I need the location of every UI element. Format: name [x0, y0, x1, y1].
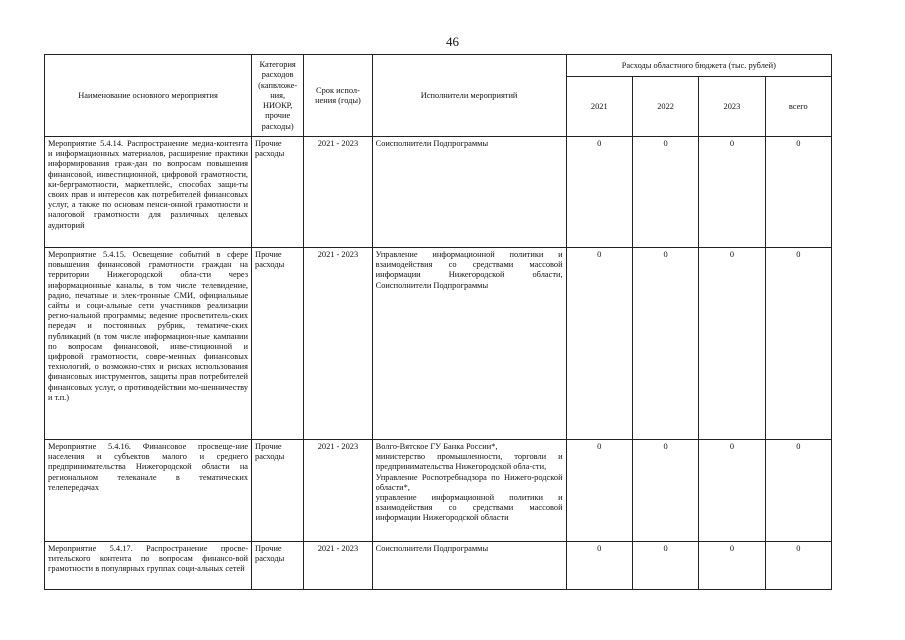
value-total: 0 [765, 542, 831, 590]
header-executors: Исполнители мероприятий [372, 55, 566, 137]
header-total: всего [765, 77, 831, 137]
header-name: Наименование основного мероприятия [45, 55, 252, 137]
page-number: 46 [446, 34, 459, 49]
activity-executors [372, 440, 566, 542]
header-category: Категория расходов (капвложе-ния, НИОКР, прочие расходы) [252, 55, 304, 137]
value-total: 0 [765, 248, 831, 440]
value-2023: 0 [699, 440, 765, 542]
activity-term: 2021 - 2023 [304, 248, 372, 440]
value-2022: 0 [632, 542, 698, 590]
activities-table [44, 54, 832, 590]
header-budget-group: Расходы областного бюджета (тыс. рублей) [566, 55, 831, 77]
activity-category: Прочие расходы [252, 440, 304, 542]
executor-line: управление информационной политики и взаимодействия со средствами массовой информации Нижегородской области [375, 493, 563, 523]
activity-name: Мероприятие 5.4.17. Распространение просве-тительского контента по вопросам финансо-вой грамотности в популярных группах соци-альных сетей [45, 542, 252, 590]
table-row [45, 248, 832, 440]
value-2022: 0 [632, 248, 698, 440]
table-row [45, 542, 832, 590]
executor-line: Волго-Вятское ГУ Банка России*, [375, 442, 498, 451]
executor-line: министерство промышленности, торговли и предпринимательства Нижегородской обла-сти, [375, 452, 563, 472]
header-year-2023: 2023 [699, 77, 765, 137]
value-2022: 0 [632, 440, 698, 542]
value-2021: 0 [566, 542, 632, 590]
executor-line: Управление Роспотребнадзора по Нижего-родской области*, [375, 472, 563, 492]
activity-name: Мероприятие 5.4.15. Освещение событий в сфере повышения финансовой грамотности граждан на территории Нижегородской обла-сти через информационные каналы, в том числе телевидение, радио, печатные и элек-тронные СМИ, официальные сайты и соци-альные сети участников реализации регио-нальной программы; ведение просветитель-ских передач и постоянных рубрик, тематиче-ских публикаций (в том числе информацион-ные кампании по вопросам финансовой, инве-стиционной и цифровой грамотности, совре-менных финансовых технологий, о возможно-стях и рисках использования финансовых инструментов, защиты прав потребителей финансовых услуг, о противодействии мо-шенничеству и т.п.) [45, 248, 252, 440]
value-2023: 0 [699, 137, 765, 248]
activity-executors: Соисполнители Подпрограммы [372, 137, 566, 248]
activity-name: Мероприятие 5.4.14. Распространение медиа-контента и информационных материалов, расширение практики информирования граж-дан по вопросам повышения финансовой, инвестиционной, цифровой грамотности, ки-бергрaмотности, маркетплейс, способах защи-ты своих прав и интересов как потребителей финансовых услуг, а также по основам пенси-онной грамотности и налоговой грамотности для различных целевых аудиторий [45, 137, 252, 248]
value-2021: 0 [566, 248, 632, 440]
activity-name: Мероприятие 5.4.16. Финансовое просвеще-ние населения и субъектов малого и среднего предпринимательства Нижегородской области на региональном телеканале в тематических телепередачах [45, 440, 252, 542]
value-2022: 0 [632, 137, 698, 248]
activity-executors: Управление информационной политики и взаимодействия со средствами массовой информации Нижегородской области, Соисполнители Подпрограммы [372, 248, 566, 440]
value-total: 0 [765, 440, 831, 542]
header-term: Срок испол-нения (годы) [304, 55, 372, 137]
header-year-2022: 2022 [632, 77, 698, 137]
value-total: 0 [765, 137, 831, 248]
value-2023: 0 [699, 248, 765, 440]
table-row [45, 440, 832, 542]
table-row [45, 137, 832, 248]
value-2023: 0 [699, 542, 765, 590]
value-2021: 0 [566, 440, 632, 542]
activity-category: Прочие расходы [252, 542, 304, 590]
value-2021: 0 [566, 137, 632, 248]
activity-term: 2021 - 2023 [304, 440, 372, 542]
header-year-2021: 2021 [566, 77, 632, 137]
activity-term: 2021 - 2023 [304, 137, 372, 248]
activity-executors: Соисполнители Подпрограммы [372, 542, 566, 590]
activity-category: Прочие расходы [252, 137, 304, 248]
activity-term: 2021 - 2023 [304, 542, 372, 590]
activity-category: Прочие расходы [252, 248, 304, 440]
